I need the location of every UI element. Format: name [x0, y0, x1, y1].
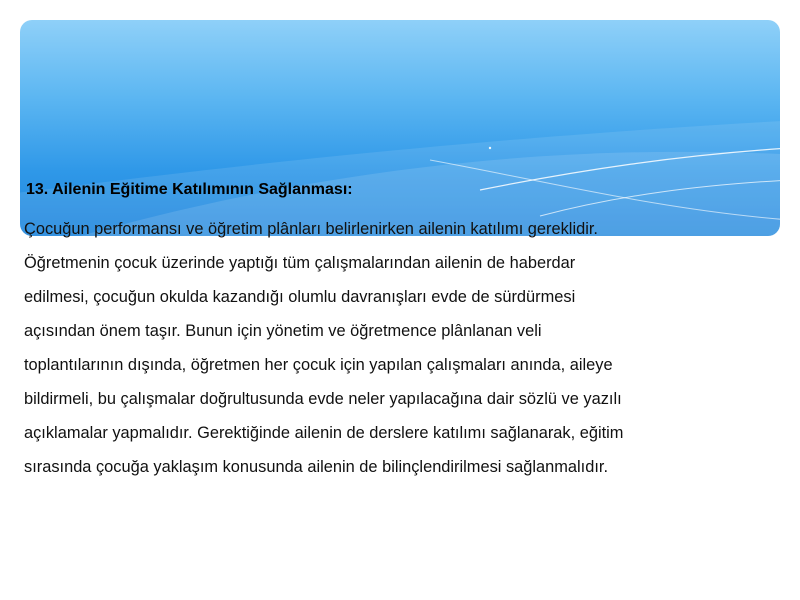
- body-line: sırasında çocuğa yaklaşım konusunda ailenin de bilinçlendirilmesi sağlanmalıdır.: [24, 458, 609, 476]
- slide-body: [24, 212, 769, 484]
- header-banner: [20, 20, 780, 236]
- body-line: Çocuğun performansı ve öğretim plânları belirlenirken ailenin katılımı gereklidir.: [24, 220, 598, 238]
- body-line: toplantılarının dışında, öğretmen her çocuk için yapılan çalışmaları anında, aileye: [24, 356, 613, 374]
- banner-swoosh-decoration: [20, 20, 780, 236]
- body-line: Öğretmenin çocuk üzerinde yaptığı tüm çalışmalarından ailenin de haberdar: [24, 254, 576, 272]
- body-line: bildirmeli, bu çalışmalar doğrultusunda evde neler yapılacağına dair sözlü ve yazılı: [24, 390, 622, 408]
- body-line: açısından önem taşır. Bunun için yönetim ve öğretmence plânlanan veli: [24, 322, 542, 340]
- body-line: açıklamalar yapmalıdır. Gerektiğinde ailenin de derslere katılımı sağlanarak, eğitim: [24, 424, 624, 442]
- body-line: edilmesi, çocuğun okulda kazandığı olumlu davranışları evde de sürdürmesi: [24, 288, 576, 306]
- slide-title: 13. Ailenin Eğitime Katılımının Sağlanması:: [26, 181, 353, 198]
